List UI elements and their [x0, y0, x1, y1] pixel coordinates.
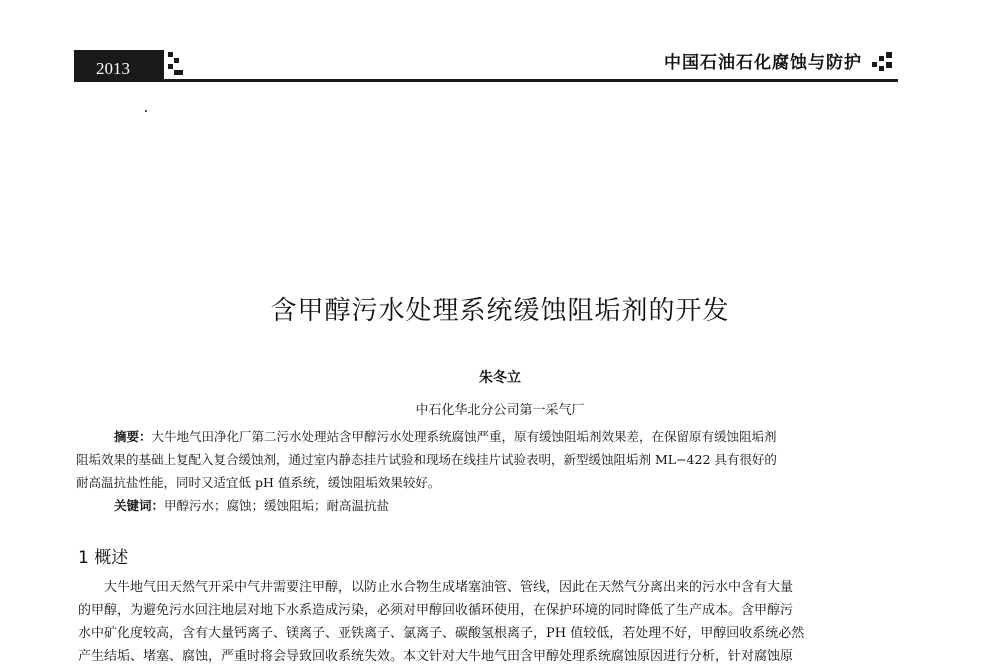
header-rule — [164, 79, 898, 82]
abstract-line: 耐高温抗盐性能，同时又适宜低 pH 值系统，缓蚀阻垢效果较好。 — [76, 475, 441, 490]
body-line: 大牛地气田天然气开采中气井需要注甲醇，以防止水合物生成堵塞油管、管线，因此在天然气分离出来的污水中含有大量 — [104, 580, 794, 595]
abstract-label: 摘要： — [114, 429, 152, 444]
scan-speck — [145, 110, 147, 112]
body-line: 水中矿化度较高，含有大量钙离子、镁离子、亚铁离子、氯离子、碳酸氢根离子，PH 值较低，若处理不好，甲醇回收系统必然 — [78, 626, 805, 641]
body-text — [78, 576, 900, 668]
body-line: 产生结垢、堵塞、腐蚀，严重时将会导致回收系统失效。本文针对大牛地气田含甲醇处理系统腐蚀原因进行分析，针对腐蚀原 — [78, 649, 794, 664]
body-line: 的甲醇，为避免污水回注地层对地下水系造成污染，必须对甲醇回收循环使用，在保护环境的同时降低了生产成本。含甲醇污 — [78, 603, 794, 618]
abstract-block — [76, 425, 900, 517]
article-author: 朱冬立 — [479, 370, 521, 386]
year-badge — [74, 50, 164, 82]
keywords-label: 关键词： — [114, 498, 165, 513]
keywords-text: 甲醇污水；腐蚀；缓蚀阻垢；耐高温抗盐 — [164, 498, 390, 513]
abstract-text: 大牛地气田净化厂第二污水处理站含甲醇污水处理系统腐蚀严重，原有缓蚀阻垢剂效果差，在保留原有缓蚀阻垢剂 — [151, 429, 777, 444]
abstract-line: 阻垢效果的基础上复配入复合缓蚀剂，通过室内静态挂片试验和现场在线挂片试验表明，新型缓蚀阻垢剂 ML−422 具有很好的 — [76, 452, 777, 467]
keywords-line — [76, 494, 900, 517]
header-ornament-left-icon — [168, 52, 184, 76]
article-title: 含甲醇污水处理系统缓蚀阻垢剂的开发 — [270, 296, 730, 326]
year-text: 2013 — [96, 59, 130, 78]
page-header — [74, 48, 898, 84]
article-affiliation: 中石化华北分公司第一采气厂 — [415, 403, 585, 418]
section-heading: 1 概述 — [78, 548, 129, 568]
journal-name: 中国石油石化腐蚀与防护 — [664, 53, 862, 73]
abstract-line — [76, 425, 900, 448]
header-ornament-right-icon — [872, 52, 898, 76]
